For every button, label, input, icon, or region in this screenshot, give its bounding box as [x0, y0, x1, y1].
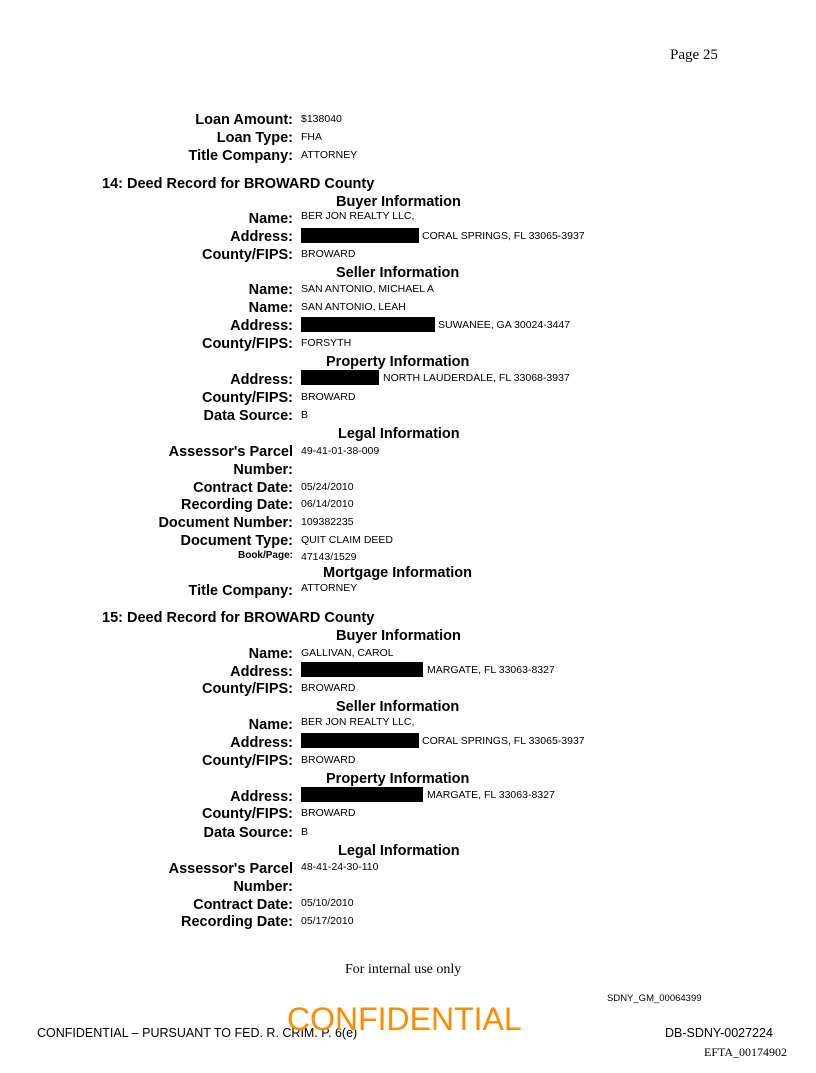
property-address-label: Address: — [230, 372, 293, 388]
property-address-value: NORTH LAUDERDALE, FL 33068-3937 — [383, 372, 570, 384]
apn-label-number: Number: — [233, 462, 293, 478]
contract-date-value: 05/10/2010 — [301, 897, 354, 909]
title-company-label: Title Company: — [188, 583, 293, 599]
document-number-value: 109382235 — [301, 516, 354, 528]
book-page-label: Book/Page: — [237, 550, 293, 561]
buyer-county-label: County/FIPS: — [201, 681, 293, 697]
seller-county-value: FORSYTH — [301, 337, 352, 349]
buyer-address-label: Address: — [230, 229, 293, 245]
buyer-address-label: Address: — [230, 664, 293, 680]
data-source-value: B — [301, 409, 309, 421]
seller-county-value: BROWARD — [301, 754, 356, 766]
redaction-bar — [301, 228, 419, 243]
seller-address-label: Address: — [230, 735, 293, 751]
buyer-name-label: Name: — [248, 646, 293, 662]
buyer-name-value: BER JON REALTY LLC, — [301, 210, 415, 222]
data-source-label: Data Source: — [203, 825, 293, 841]
seller-address-value: SUWANEE, GA 30024-3447 — [438, 319, 571, 331]
record-14-legal-header: Legal Information — [338, 426, 460, 442]
seller-county-label: County/FIPS: — [201, 753, 293, 769]
confidential-notice: CONFIDENTIAL – PURSUANT TO FED. R. CRIM. P. 6(e) — [37, 1026, 358, 1040]
seller-name-value: SAN ANTONIO, LEAH — [301, 301, 406, 313]
loan-type-label: Loan Type: — [216, 130, 293, 146]
apn-value: 48-41-24-30-110 — [301, 861, 379, 873]
title-company-value: ATTORNEY — [301, 149, 358, 161]
record-15-property-header: Property Information — [326, 771, 470, 787]
record-14-buyer-header: Buyer Information — [336, 194, 461, 210]
record-15-seller-header: Seller Information — [336, 699, 460, 715]
document-type-label: Document Type: — [180, 533, 293, 549]
loan-amount-value: $138040 — [301, 113, 342, 125]
data-source-label: Data Source: — [203, 408, 293, 424]
confidential-stamp: CONFIDENTIAL — [287, 1001, 522, 1037]
buyer-county-value: BROWARD — [301, 248, 356, 260]
seller-address-value: CORAL SPRINGS, FL 33065-3937 — [422, 735, 585, 747]
seller-county-label: County/FIPS: — [201, 336, 293, 352]
property-county-value: BROWARD — [301, 807, 356, 819]
recording-date-value: 06/14/2010 — [301, 498, 354, 510]
seller-name-label: Name: — [248, 717, 293, 733]
buyer-address-value: CORAL SPRINGS, FL 33065-3937 — [422, 230, 585, 242]
record-15-buyer-header: Buyer Information — [336, 628, 461, 644]
document-type-value: QUIT CLAIM DEED — [301, 534, 393, 546]
property-address-value: MARGATE, FL 33063-8327 — [427, 789, 555, 801]
loan-type-value: FHA — [301, 131, 322, 143]
apn-label: Assessor's Parcel — [168, 444, 293, 460]
internal-use-note: For internal use only — [345, 962, 462, 977]
bates-db: DB-SDNY-0027224 — [665, 1026, 773, 1040]
record-14-mortgage-header: Mortgage Information — [323, 565, 473, 581]
redaction-bar — [301, 662, 423, 677]
redaction-bar — [301, 317, 435, 332]
recording-date-label: Recording Date: — [181, 497, 293, 513]
record-14-property-header: Property Information — [326, 354, 470, 370]
apn-label: Assessor's Parcel — [168, 861, 293, 877]
seller-address-label: Address: — [230, 318, 293, 334]
redaction-bar — [301, 787, 423, 802]
loan-amount-label: Loan Amount: — [195, 112, 293, 128]
buyer-name-label: Name: — [248, 211, 293, 227]
record-15-legal-header: Legal Information — [338, 843, 460, 859]
book-page-value: 47143/1529 — [301, 551, 357, 563]
title-company-value: ATTORNEY — [301, 582, 358, 594]
seller-name-value: BER JON REALTY LLC, — [301, 716, 415, 728]
contract-date-label: Contract Date: — [193, 480, 293, 496]
property-county-label: County/FIPS: — [201, 806, 293, 822]
buyer-name-value: GALLIVAN, CAROL — [301, 647, 394, 659]
record-14-heading: 14: Deed Record for BROWARD County — [102, 176, 375, 192]
recording-date-label: Recording Date: — [181, 914, 293, 930]
buyer-address-value: MARGATE, FL 33063-8327 — [427, 664, 555, 676]
redaction-bar — [301, 370, 379, 385]
property-address-label: Address: — [230, 789, 293, 805]
page-number: Page 25 — [670, 47, 718, 63]
seller-name-value: SAN ANTONIO, MICHAEL A — [301, 283, 435, 295]
contract-date-label: Contract Date: — [193, 897, 293, 913]
efta-number: EFTA_00174902 — [704, 1045, 788, 1059]
seller-name-label: Name: — [248, 282, 293, 298]
record-15-heading: 15: Deed Record for BROWARD County — [102, 610, 375, 626]
record-14-seller-header: Seller Information — [336, 265, 460, 281]
apn-label-number: Number: — [233, 879, 293, 895]
seller-name-label: Name: — [248, 300, 293, 316]
buyer-county-value: BROWARD — [301, 682, 356, 694]
property-county-label: County/FIPS: — [201, 390, 293, 406]
data-source-value: B — [301, 826, 309, 838]
contract-date-value: 05/24/2010 — [301, 481, 354, 493]
buyer-county-label: County/FIPS: — [201, 247, 293, 263]
document-number-label: Document Number: — [158, 515, 293, 531]
recording-date-value: 05/17/2010 — [301, 915, 354, 927]
bates-sdny: SDNY_GM_00064399 — [607, 993, 702, 1004]
apn-value: 49-41-01-38-009 — [301, 445, 380, 457]
redaction-bar — [301, 733, 419, 748]
property-county-value: BROWARD — [301, 391, 356, 403]
title-company-label: Title Company: — [188, 148, 293, 164]
